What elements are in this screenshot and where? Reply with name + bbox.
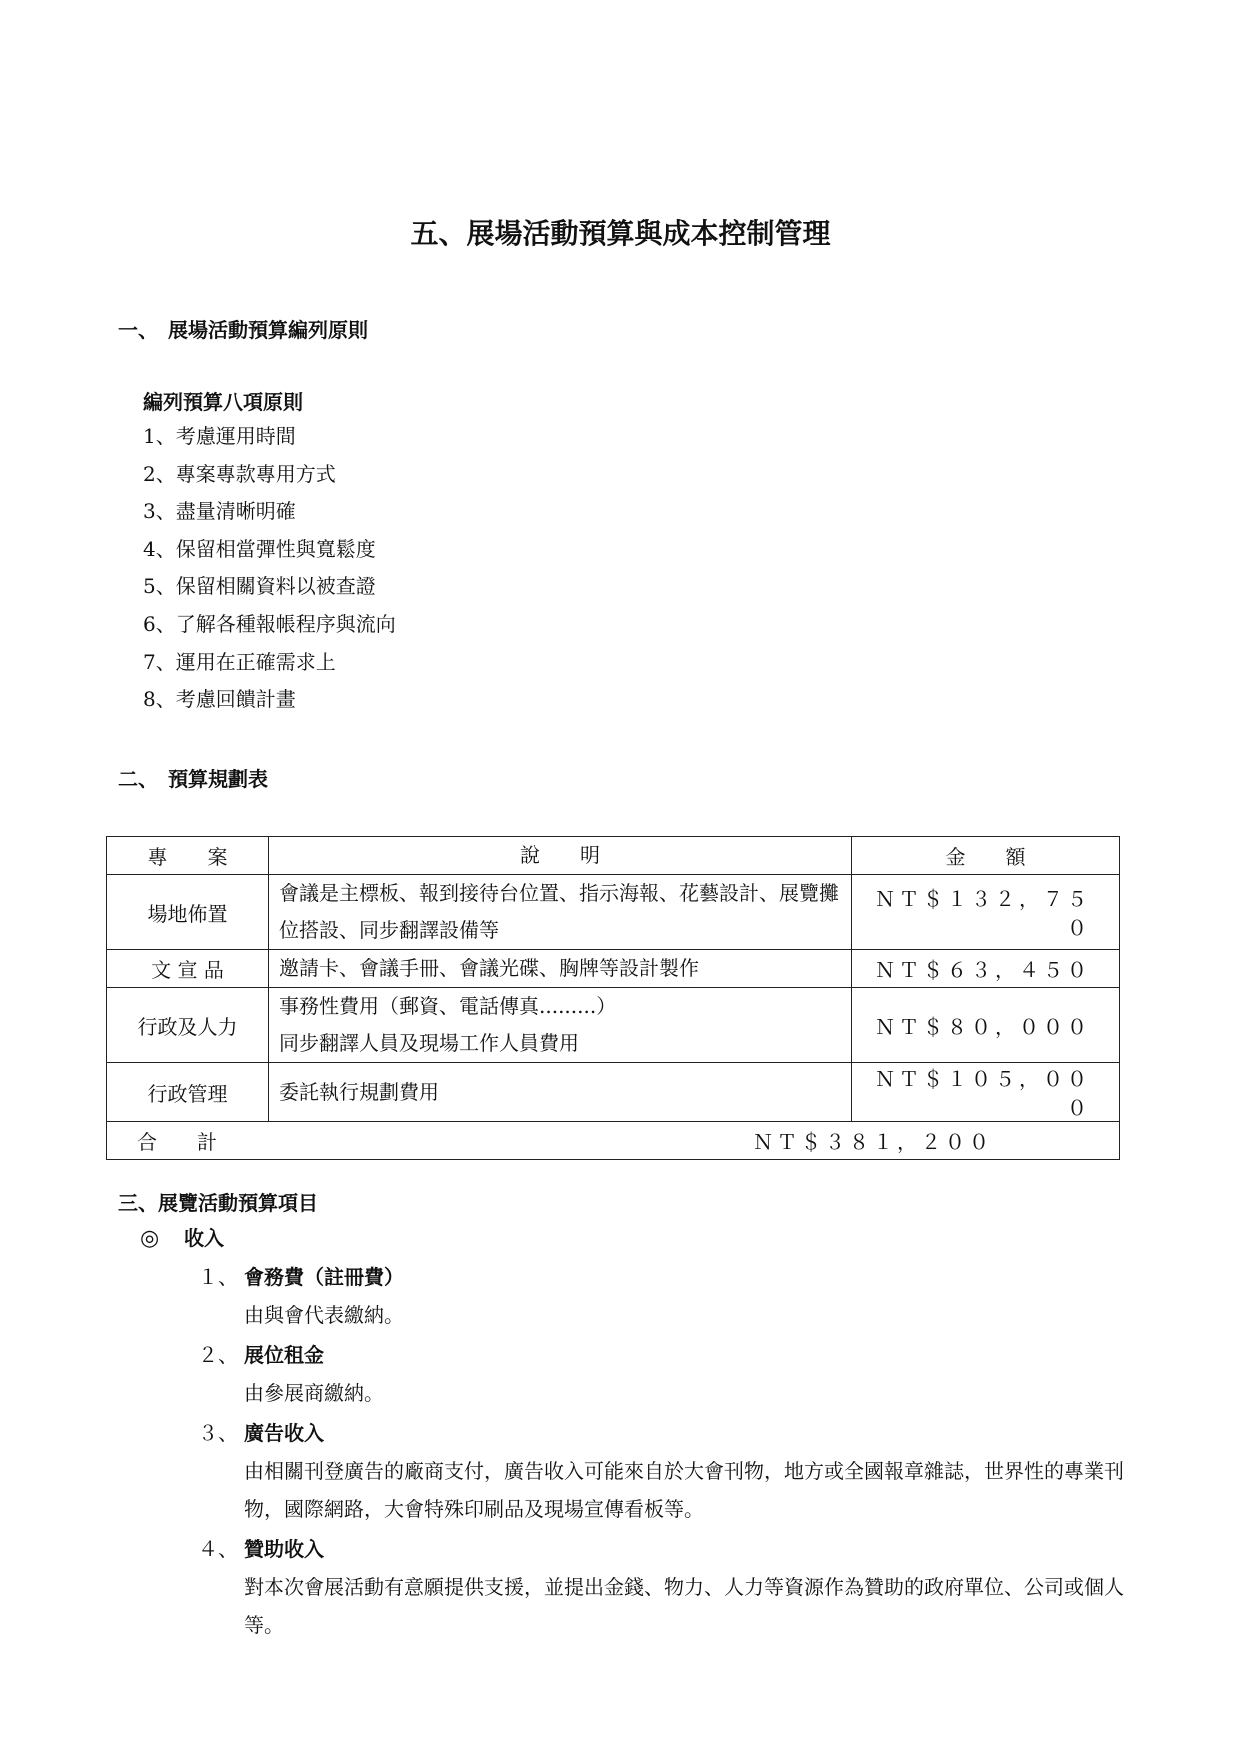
principles-subheading: 編列預算八項原則 <box>143 390 303 414</box>
section1-heading <box>118 314 368 343</box>
row-amount: ＮＴ＄１０５，０００ <box>852 1063 1120 1122</box>
income-item-index: １、 <box>198 1265 238 1289</box>
total-label: 合 計 <box>137 1130 217 1154</box>
row-description-line: 同步翻譯人員及現場工作人員費用 <box>279 1031 579 1055</box>
table-row <box>107 988 1120 1063</box>
header-amount: 金 額 <box>852 837 1120 875</box>
row-project: 行政管理 <box>107 1063 269 1122</box>
section2-heading <box>118 763 268 792</box>
income-item-index: ３、 <box>198 1421 238 1445</box>
row-amount: ＮＴ＄１３２，７５０ <box>852 875 1120 950</box>
table-row <box>107 875 1120 950</box>
income-item-index: ２、 <box>198 1343 238 1367</box>
income-item-description: 由相關刊登廣告的廠商支付，廣告收入可能來自於大會刊物，地方或全國報章雜誌，世界性的專業刊物，國際網路，大會特殊印刷品及現場宣傳看板等。 <box>244 1459 1124 1521</box>
table-row <box>107 950 1120 988</box>
row-description: 邀請卡、會議手冊、會議光碟、胸牌等設計製作 <box>269 950 852 988</box>
income-heading <box>140 1222 224 1251</box>
income-label: 收入 <box>184 1226 224 1250</box>
header-description: 說 明 <box>269 837 852 875</box>
header-project: 專 案 <box>107 837 269 875</box>
section3-heading: 三、展覽活動預算項目 <box>118 1191 318 1215</box>
list-item: 8、考慮回饋計畫 <box>143 687 296 712</box>
double-circle-icon: ◎ <box>140 1226 160 1251</box>
principles-list <box>143 418 396 719</box>
income-item-description: 對本次會展活動有意願提供支援，並提出金錢、物力、人力等資源作為贊助的政府單位、公司或個人等。 <box>244 1575 1124 1637</box>
section1-number: 一、 <box>118 318 158 342</box>
table-header-row <box>107 837 1120 875</box>
list-item <box>198 1258 1138 1334</box>
income-item-description: 由與會代表繳納。 <box>244 1303 404 1327</box>
total-value: ＮＴ＄３８１，２００ <box>753 1130 993 1154</box>
list-item <box>198 1530 1138 1644</box>
row-amount: ＮＴ＄６３，４５０ <box>852 950 1120 988</box>
total-cell <box>107 1122 1120 1160</box>
list-item <box>198 1336 1138 1412</box>
list-item: 3、盡量清晰明確 <box>143 499 296 524</box>
list-item: 4、保留相當彈性與寬鬆度 <box>143 536 376 561</box>
income-list <box>198 1258 1138 1646</box>
income-item-name: 贊助收入 <box>244 1537 324 1561</box>
section2-number: 二、 <box>118 767 158 791</box>
row-amount: ＮＴ＄８０，０００ <box>852 988 1120 1063</box>
table-row <box>107 1063 1120 1122</box>
row-project: 文 宣 品 <box>107 950 269 988</box>
income-item-index: ４、 <box>198 1537 238 1561</box>
list-item: 5、保留相關資料以被查證 <box>143 574 376 599</box>
list-item: 1、考慮運用時間 <box>143 424 296 448</box>
list-item: 2、專案專款專用方式 <box>143 461 336 486</box>
income-item-description: 由參展商繳納。 <box>244 1381 384 1405</box>
section2-title: 預算規劃表 <box>168 767 268 791</box>
list-item: 6、了解各種報帳程序與流向 <box>143 611 396 636</box>
row-description-line: 事務性費用（郵資、電話傳真.........） <box>279 994 617 1018</box>
row-description <box>269 988 852 1063</box>
income-item-name: 會務費（註冊費） <box>244 1265 404 1289</box>
income-item-name: 展位租金 <box>244 1343 324 1367</box>
table-total-row <box>107 1122 1120 1160</box>
income-item-name: 廣告收入 <box>244 1421 324 1445</box>
row-description: 會議是主標板、報到接待台位置、指示海報、花藝設計、展覽攤位搭設、同步翻譯設備等 <box>269 875 852 950</box>
list-item: 7、運用在正確需求上 <box>143 649 336 674</box>
section1-title: 展場活動預算編列原則 <box>168 318 368 342</box>
page-title: 五、展場活動預算與成本控制管理 <box>410 217 831 250</box>
list-item <box>198 1414 1138 1528</box>
row-project: 場地佈置 <box>107 875 269 950</box>
row-description: 委託執行規劃費用 <box>269 1063 852 1122</box>
budget-table <box>106 836 1120 1160</box>
row-project: 行政及人力 <box>107 988 269 1063</box>
